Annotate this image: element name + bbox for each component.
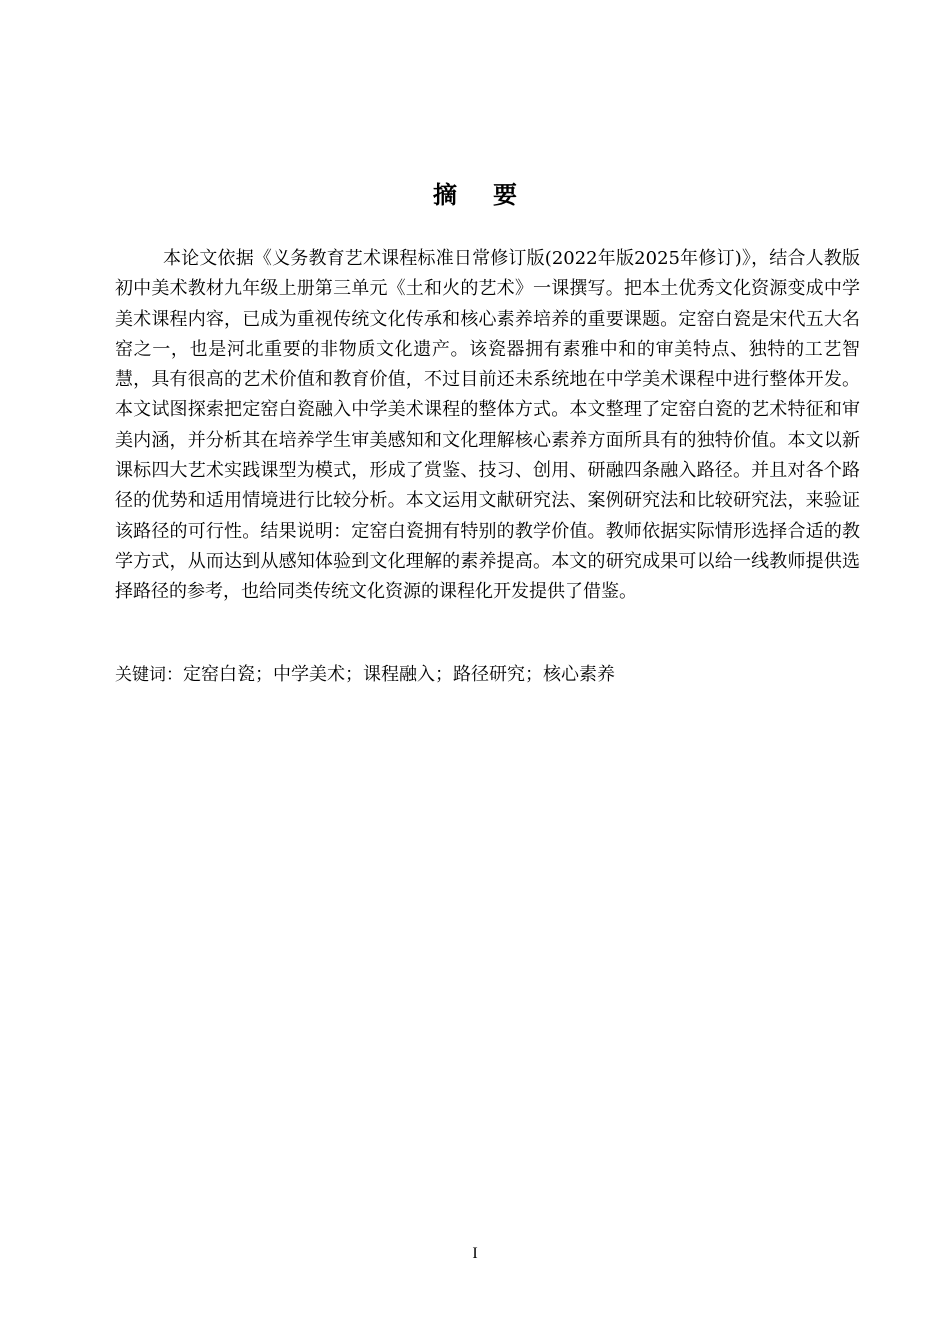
abstract-paragraph: 本论文依据《义务教育艺术课程标准日常修订版(2022年版2025年修订)》，结合人教版初中美术教材九年级上册第三单元《土和火的艺术》一课撰写。把本土优秀文化资源变成中学美术课程内容，已成为重视传统文化传承和核心素养培养的重要课题。定窑白瓷是宋代五大名窑之一，也是河北重要的非物质文化遗产。该瓷器拥有素雅中和的审美特点、独特的工艺智慧，具有很高的艺术价值和教育价值，不过目前还未系统地在中学美术课程中进行整体开发。本文试图探索把定窑白瓷融入中学美术课程的整体方式。本文整理了定窑白瓷的艺术特征和审美内涵，并分析其在培养学生审美感知和文化理解核心素养方面所具有的独特价值。本文以新课标四大艺术实践课型为模式，形成了赏鉴、技习、创用、研融四条融入路径。并且对各个路径的优势和适用情境进行比较分析。本文运用文献研究法、案例研究法和比较研究法，来验证该路径的可行性。结果说明：定窑白瓷拥有特别的教学价值。教师依据实际情形选择合适的教学方式，从而达到从感知体验到文化理解的素养提高。本文的研究成果可以给一线教师提供选择路径的参考，也给同类传统文化资源的课程化开发提供了借鉴。	[115, 248, 860, 603]
keywords-list: 定窑白瓷；中学美术；课程融入；路径研究；核心素养	[183, 664, 615, 685]
page-title: 摘要	[433, 181, 553, 209]
page-number: I	[472, 1245, 478, 1262]
keywords-label: 关键词：	[115, 665, 183, 685]
keywords-line	[115, 660, 860, 690]
